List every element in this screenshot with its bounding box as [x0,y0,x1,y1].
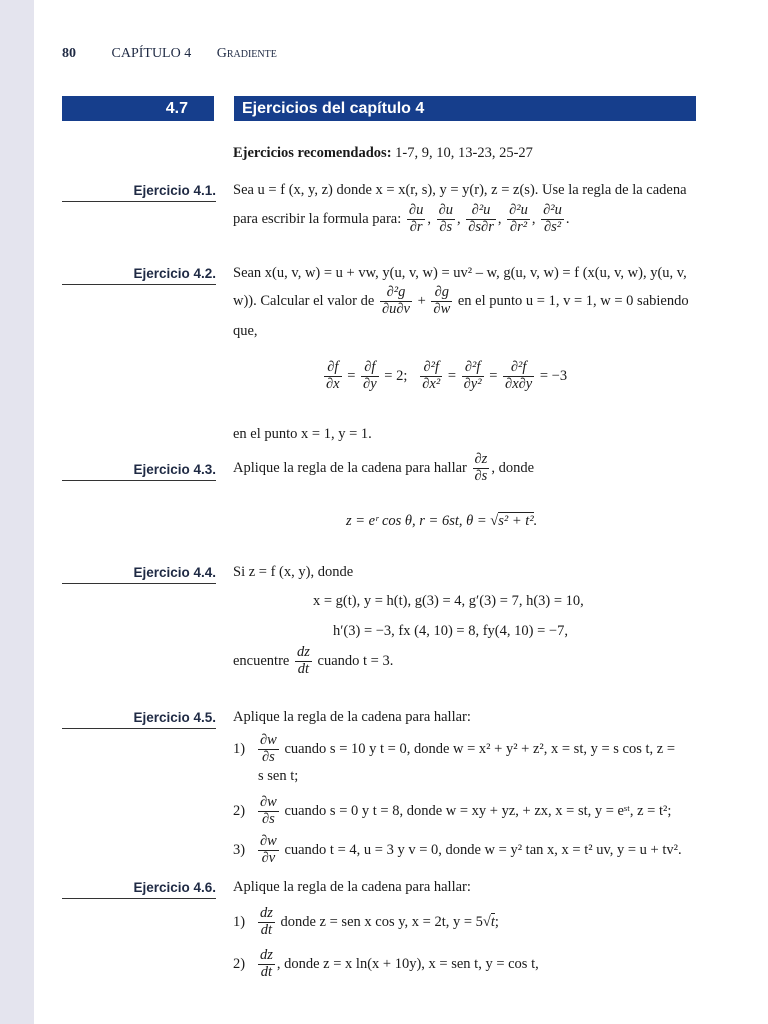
recommended-value: 1-7, 9, 10, 13-23, 25-27 [395,145,533,161]
exercise-text: s sen t; [258,768,299,784]
equation-text: z = eʳ cos θ, r = 6st, θ = [346,513,491,529]
exercise-text: Aplique la regla de la cadena para hallar: [233,879,471,895]
list-item: 3) $\frac{\partial w}{\partial v}$ cuando t = 4, u = 3 y v = 0, donde w = y² tan x, x = t² uv, y = u + tv². [233,833,682,866]
list-item: 1) $\frac{dz}{dt}$ donde z = sen x cos y, x = 2t, y = 5√t; [233,905,499,938]
exercise-label: Ejercicio 4.3. [62,462,216,481]
exercise-text: , donde [491,459,535,476]
exercise-text: en el punto x = 1, y = 1. [233,426,372,442]
exercise-text: , donde z = x ln(x + 10y), x = sen t, y = cos t, [276,955,539,972]
display-equation: x = g(t), y = h(t), g(3) = 4, g′(3) = 7, h(3) = 10, [313,593,584,609]
exercise-formula: Aplique la regla de la cadena para hallar $\frac{\partial z}{\partial s}$ , donde [233,451,535,484]
section-number-bar: 4.7 [62,96,214,121]
exercise-text: Aplique la regla de la cadena para hallar: [233,709,471,725]
exercise-text: w)). Calcular el valor de [233,292,375,309]
recommended-label: Ejercicios recomendados: [233,145,392,161]
exercise-text: cuando t = 3. [317,652,394,669]
exercise-label: Ejercicio 4.6. [62,880,216,899]
display-equation: h′(3) = −3, fx (4, 10) = 8, fy(4, 10) = −7, [333,623,568,639]
exercise-text: Si z = f (x, y), donde [233,564,354,580]
exercise-text: Sea u = f (x, y, z) donde x = x(r, s), y = y(r), z = z(s). Use la regla de la cadena [233,182,687,198]
exercise-text: cuando t = 4, u = 3 y v = 0, donde w = y² tan x, x = t² uv, y = u + tv². [284,841,682,858]
exercise-formula: w)). Calcular el valor de $\frac{\text{∂²g}}{\partial u\partial v}$ + $\frac{\partial g}{\partial w}$ en el punto u = 1, v = 1, w = 0 sabiendo [233,284,689,317]
exercise-text: que, [233,323,258,339]
sqrt-content: t [490,913,495,930]
section-title-bar: Ejercicios del capítulo 4 [234,96,696,121]
display-equation: $\frac{\partial f}{\partial x}$ = $\frac{\partial f}{\partial y}$ = 2; $\frac{\text{∂²f}}{\text{∂x²}}$ = $\frac{\text{∂²f}}{\text{∂y²}}$ = $\frac{\text{∂²f}}{\partial x\partial y}$ = −3 [326,359,568,392]
exercise-text: donde z = sen x cos y, x = 2t, y = 5 [280,913,483,930]
running-header [62,46,277,62]
list-item: 2) $\frac{\partial w}{\partial s}$ cuando s = 0 y t = 8, donde w = xy + yz, + zx, x = st, y = eˢᵗ, z = t²; [233,794,672,827]
exercise-text: cuando s = 0 y t = 8, donde w = xy + yz, + zx, x = st, y = eˢᵗ, z = t²; [284,802,672,819]
exercise-text: Sean x(u, v, w) = u + vw, y(u, v, w) = uv² – w, g(u, v, w) = f (x(u, v, w), y(u, v, [233,265,687,281]
exercise-formula: para escribir la formula para: $\frac{\partial u}{\partial r}$ , $\frac{\partial u}{\partial s}$ , $\frac{\text{∂²u}}{\partial s\partial r}$ , $\frac{\text{∂²u}}{\text{∂r²}}$ , $\frac{\text{∂²u}}{\text{∂s²}}$ . [233,202,570,235]
display-equation: z = eʳ cos θ, r = 6st, θ = √s² + t². [346,513,538,529]
exercise-text: Aplique la regla de la cadena para hallar [233,459,467,476]
list-item: 2) $\frac{dz}{dt}$ , donde z = x ln(x + 10y), x = sen t, y = cos t, [233,947,539,980]
exercise-text: en el punto u = 1, v = 1, w = 0 sabiendo [457,292,689,309]
exercise-label: Ejercicio 4.1. [62,183,216,202]
page-number: 80 [62,46,76,61]
page-margin-strip [0,0,34,1024]
exercise-label: Ejercicio 4.2. [62,266,216,285]
exercise-label: Ejercicio 4.4. [62,565,216,584]
exercise-formula: encuentre $\frac{dz}{dt}$ cuando t = 3. [233,644,394,677]
exercise-text: cuando s = 10 y t = 0, donde w = x² + y² + z², x = st, y = s cos t, z = [284,740,676,757]
exercise-label: Ejercicio 4.5. [62,710,216,729]
chapter-label: CAPÍTULO 4 [111,46,192,61]
section-label: Gradiente [216,46,277,61]
sqrt-content: s² + t² [498,513,534,529]
exercise-text: encuentre [233,652,290,669]
exercise-text: para escribir la formula para: [233,210,402,227]
list-item: 1) $\frac{\partial w}{\partial s}$ cuando s = 10 y t = 0, donde w = x² + y² + z², x = st, y = s cos t, z = [233,732,676,765]
recommended-exercises [233,145,533,162]
